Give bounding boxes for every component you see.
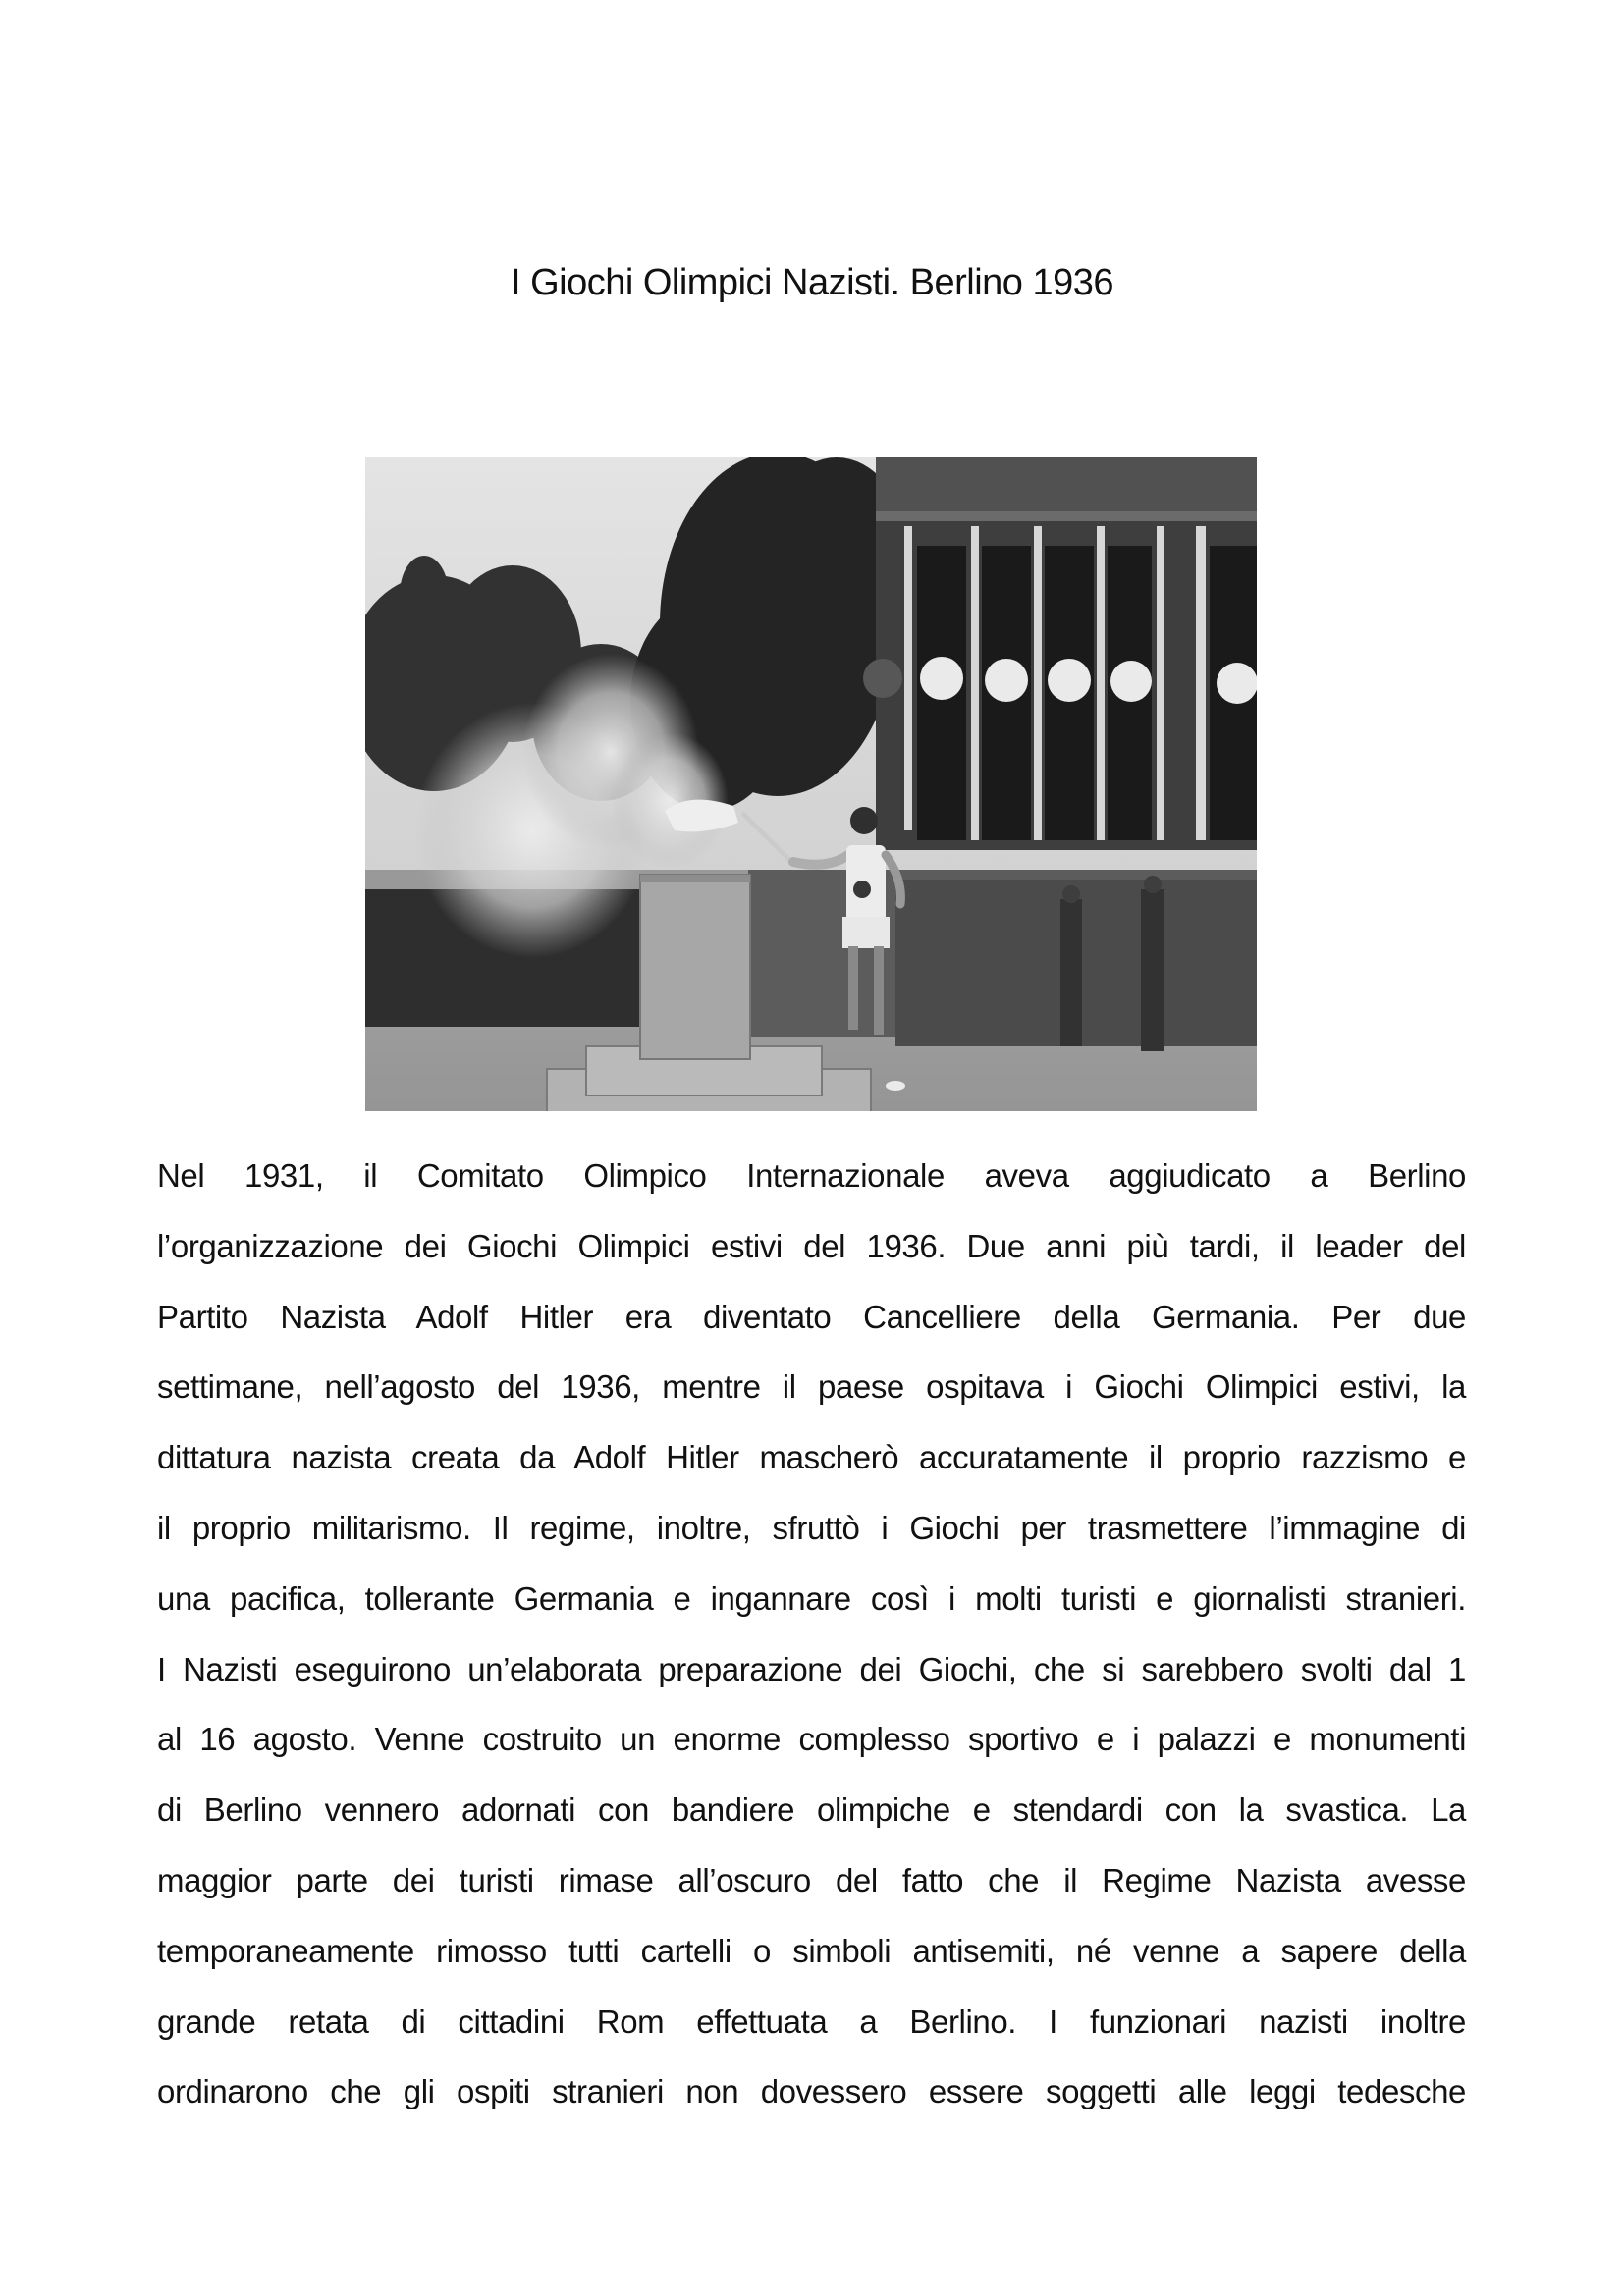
paragraph-line: settimane, nell’agosto del 1936, mentre il paese ospitava i Giochi Olimpici estivi, la bbox=[157, 1368, 1466, 1406]
paragraph-line: il proprio militarismo. Il regime, inoltre, sfruttò i Giochi per trasmettere l’immagine di bbox=[157, 1509, 1466, 1546]
paragraph-line: l’organizzazione dei Giochi Olimpici estivi del 1936. Due anni più tardi, il leader del bbox=[157, 1227, 1466, 1264]
paragraph-line: ordinarono che gli ospiti stranieri non dovessero essere soggetti alle leggi tedesche bbox=[157, 2073, 1466, 2110]
body-paragraph bbox=[157, 1141, 1466, 2127]
paragraph-line: dittatura nazista creata da Adolf Hitler mascherò accuratamente il proprio razzismo e bbox=[157, 1439, 1466, 1476]
paragraph-line: Nel 1931, il Comitato Olimpico Internazionale aveva aggiudicato a Berlino bbox=[157, 1157, 1466, 1194]
paragraph-line: temporaneamente rimosso tutti cartelli o simboli antisemiti, né venne a sapere della bbox=[157, 1932, 1466, 1969]
historical-photo bbox=[365, 457, 1257, 1111]
paragraph-line: maggior parte dei turisti rimase all’oscuro del fatto che il Regime Nazista avesse bbox=[157, 1861, 1466, 1898]
paragraph-line: di Berlino vennero adornati con bandiere olimpiche e stendardi con la svastica. La bbox=[157, 1791, 1466, 1829]
paragraph-line: grande retata di cittadini Rom effettuata a Berlino. I funzionari nazisti inoltre bbox=[157, 2002, 1466, 2040]
paragraph-line: I Nazisti eseguirono un’elaborata preparazione dei Giochi, che si sarebbero svolti dal 1 bbox=[157, 1650, 1466, 1687]
page-title: I Giochi Olimpici Nazisti. Berlino 1936 bbox=[510, 262, 1114, 303]
paragraph-line: Partito Nazista Adolf Hitler era diventato Cancelliere della Germania. Per due bbox=[157, 1298, 1466, 1335]
paragraph-line: una pacifica, tollerante Germania e ingannare così i molti turisti e giornalisti stranieri. bbox=[157, 1579, 1466, 1617]
paragraph-line: al 16 agosto. Venne costruito un enorme complesso sportivo e i palazzi e monumenti bbox=[157, 1721, 1466, 1758]
photo-illustration bbox=[365, 457, 1257, 1111]
